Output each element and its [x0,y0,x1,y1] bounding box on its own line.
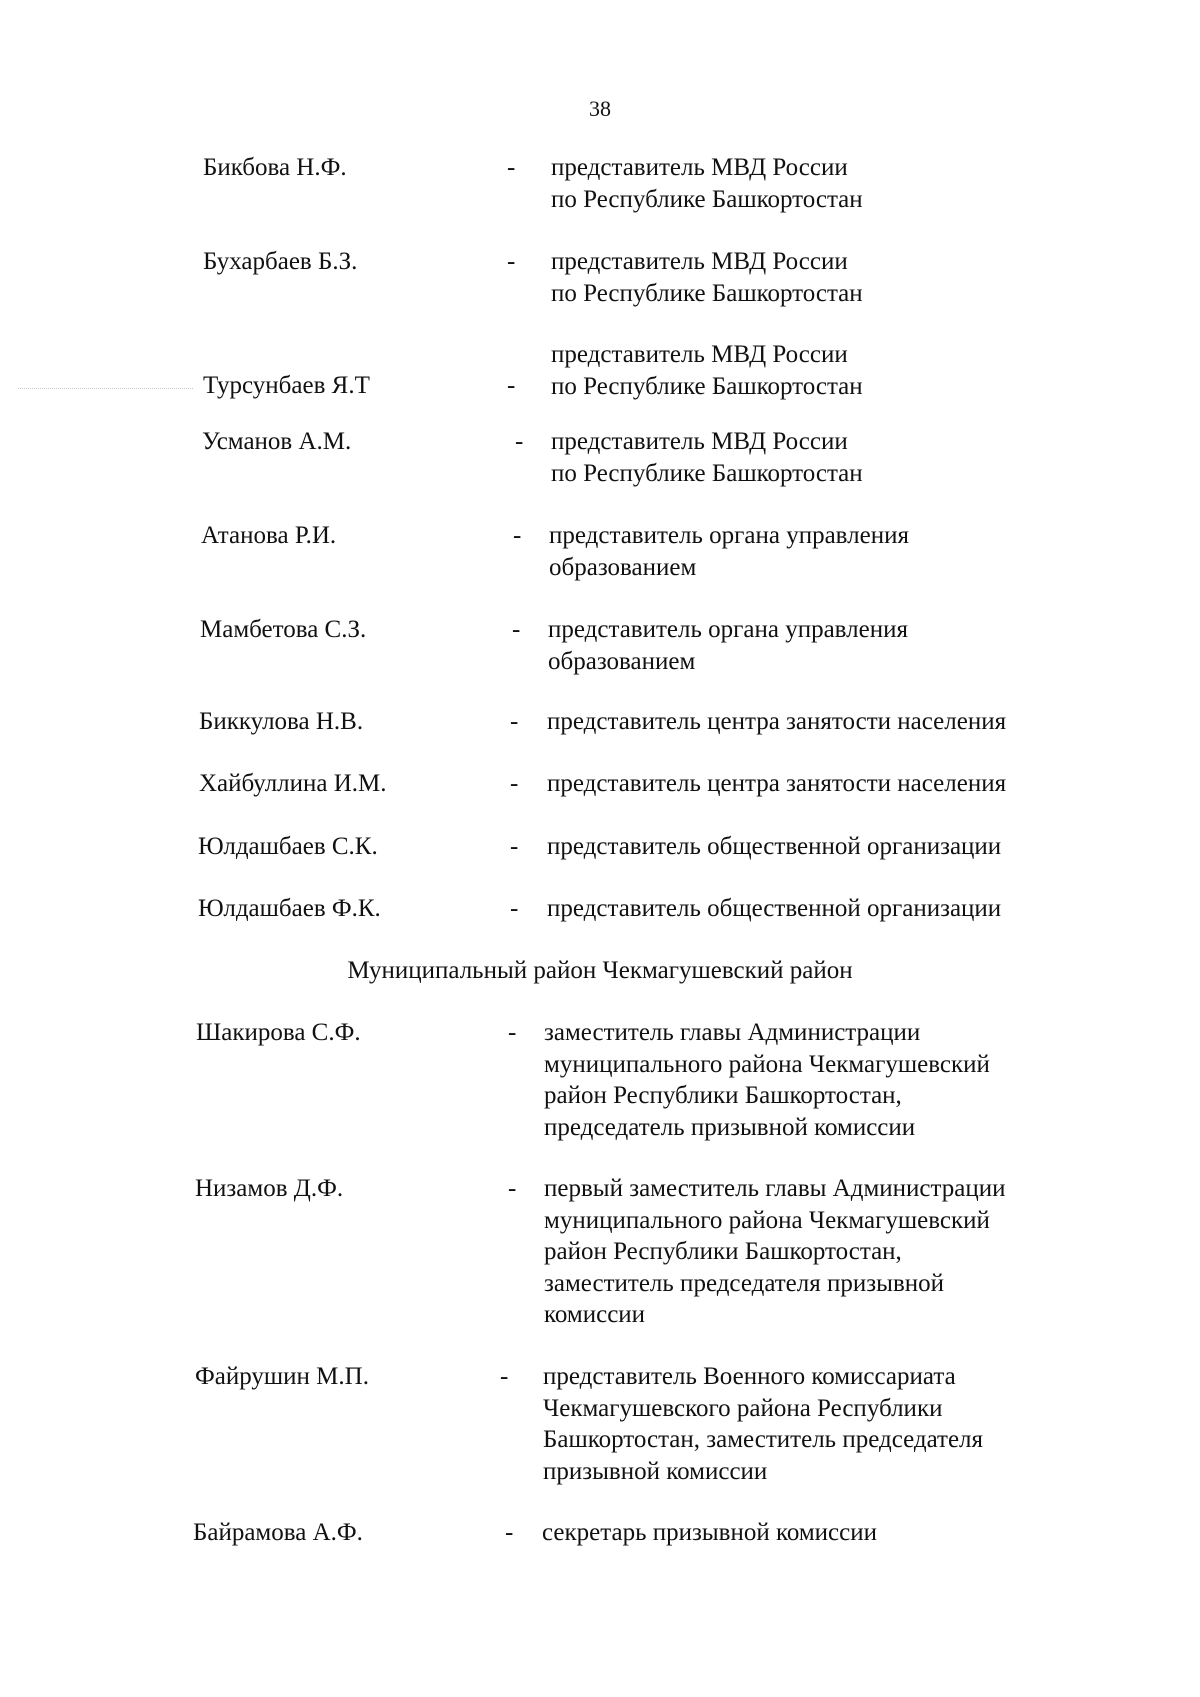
role-line: представитель центра занятости населения [547,708,1007,735]
role-line: призывной комиссии [543,1457,768,1485]
dash-separator: - [510,708,519,735]
member-name: Мамбетова С.З. [200,616,367,643]
dash-separator: - [505,1519,514,1546]
role-line: по Республике Башкортостан [551,459,863,487]
dash-separator: - [507,154,516,181]
dash-separator: - [510,895,519,922]
role-line: представитель органа управления [549,522,909,549]
member-name: Юлдашбаев Ф.К. [198,895,381,922]
member-name: Юлдашбаев С.К. [198,833,378,860]
member-role [544,1173,1005,1331]
role-line: представитель центра занятости населения [547,770,1007,797]
dash-separator: - [510,770,519,797]
member-role [547,768,1006,800]
member-role [544,1017,990,1143]
dash-separator: - [513,522,522,549]
dash-separator: - [508,1019,517,1046]
dash-separator: - [500,1363,509,1390]
member-role [549,520,909,583]
member-name: Атанова Р.И. [201,522,337,549]
member-role [548,614,908,677]
role-line: председатель призывной комиссии [544,1113,916,1141]
role-line: заместитель главы Администрации [544,1019,921,1046]
role-line: секретарь призывной комиссии [542,1519,878,1546]
dash-separator: - [512,616,521,643]
role-line: представитель общественной организации [547,895,1002,922]
role-line: Чекмагушевского района Республики [543,1394,943,1422]
role-line: представитель общественной организации [547,833,1002,860]
member-role [547,706,1006,738]
member-name: Бухарбаев Б.З. [203,248,358,275]
role-line: представитель МВД России [551,154,848,181]
member-role [543,1361,983,1487]
member-name: Бикбова Н.Ф. [203,154,347,181]
role-line: по Республике Башкортостан [551,185,863,213]
dash-separator: - [510,833,519,860]
role-line: заместитель председателя призывной [544,1269,944,1297]
member-name: Низамов Д.Ф. [195,1175,344,1202]
role-line: район Республики Башкортостан, [544,1238,902,1265]
member-role [551,152,863,215]
role-line: первый заместитель главы Администрации [544,1175,1006,1202]
role-line: Башкортостан, заместитель председателя [543,1426,984,1453]
dash-separator: - [508,1175,517,1202]
member-name: Усманов А.М. [202,428,352,455]
role-line: представитель Военного комиссариата [543,1363,956,1390]
member-name: Шакирова С.Ф. [196,1019,361,1046]
dash-separator: - [507,248,516,275]
role-line: представитель органа управления [548,616,908,643]
role-line: муниципального района Чекмагушевский [544,1050,990,1078]
member-role [551,339,863,402]
member-name: Турсунбаев Я.Т [203,372,370,399]
member-name: Хайбуллина И.М. [199,770,387,797]
role-line: район Республики Башкортостан, [544,1082,902,1109]
role-line: представитель МВД России [551,341,848,368]
page-number: 38 [589,96,611,121]
role-line: представитель МВД России [551,428,848,455]
member-name: Файрушин М.П. [195,1363,369,1390]
role-line: образованием [549,553,697,581]
member-role [551,426,863,489]
section-title: Муниципальный район Чекмагушевский район [347,957,853,984]
scan-artifact-line [18,388,193,389]
member-role [547,893,1001,925]
member-role [551,246,863,309]
role-line: образованием [548,647,696,675]
role-line: по Республике Башкортостан [551,279,863,307]
member-role [547,831,1001,863]
member-name: Байрамова А.Ф. [193,1519,363,1546]
role-line: муниципального района Чекмагушевский [544,1206,990,1234]
member-role [542,1517,877,1549]
role-line: представитель МВД России [551,248,848,275]
dash-separator: - [507,372,516,399]
role-line: по Республике Башкортостан [551,372,863,400]
member-name: Биккулова Н.В. [199,708,364,735]
role-line: комиссии [544,1301,646,1328]
dash-separator: - [515,428,524,455]
